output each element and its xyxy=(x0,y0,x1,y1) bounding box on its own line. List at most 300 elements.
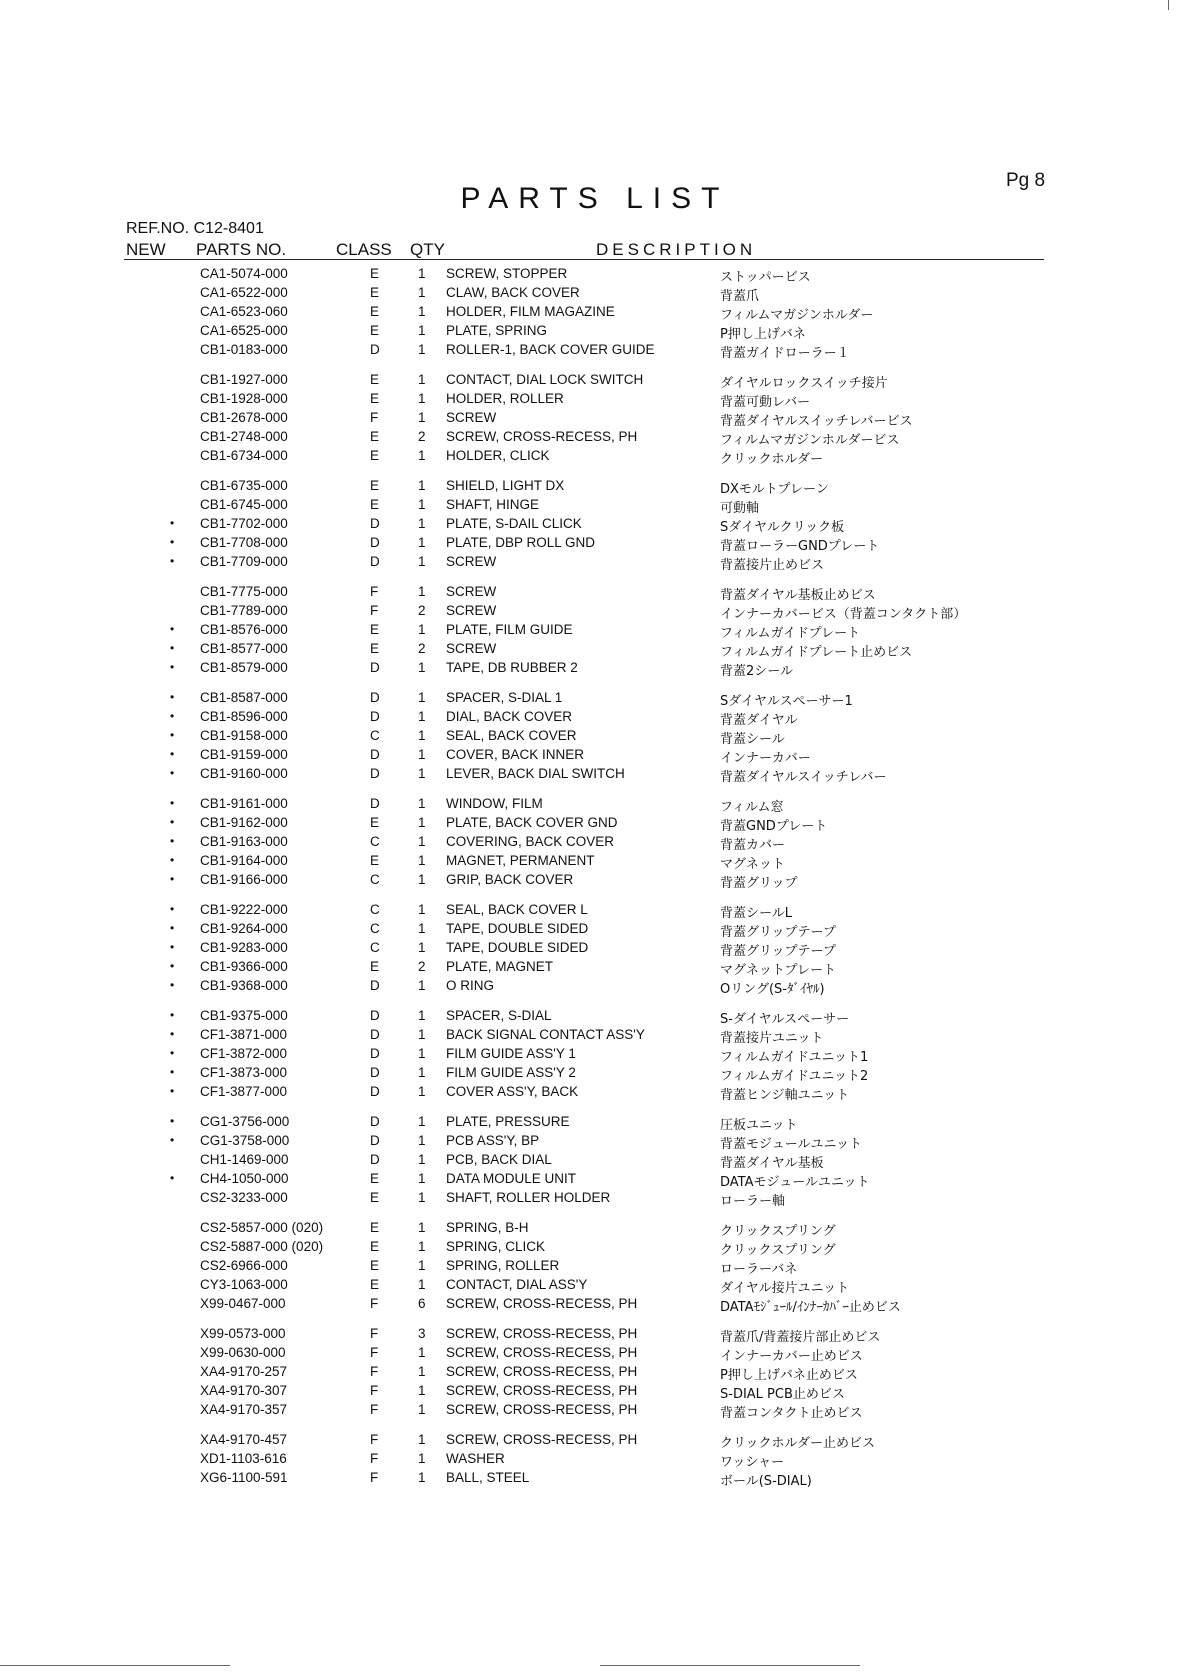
part-description: SEAL, BACK COVER xyxy=(446,728,577,743)
part-number: CB1-9164-000 xyxy=(200,853,288,868)
new-mark: • xyxy=(170,1027,175,1041)
part-description-jp: フィルム窓 xyxy=(720,800,784,815)
part-description: SPRING, B-H xyxy=(446,1220,529,1235)
part-number: CB1-8587-000 xyxy=(200,690,288,705)
part-number: CB1-6735-000 xyxy=(200,478,288,493)
part-number: CH4-1050-000 xyxy=(200,1171,289,1186)
part-qty: 1 xyxy=(418,1383,426,1398)
part-class: F xyxy=(370,1470,379,1485)
part-number: CB1-9166-000 xyxy=(200,872,288,887)
table-row xyxy=(0,533,1178,552)
part-description: GRIP, BACK COVER xyxy=(446,872,574,887)
part-number: CS2-3233-000 xyxy=(200,1190,288,1205)
part-description-jp: 背蓋ローラーGNDプレート xyxy=(720,539,880,554)
part-number: CA1-6522-000 xyxy=(200,285,288,300)
part-description-jp: フィルムガイドユニット2 xyxy=(720,1069,869,1084)
table-row xyxy=(0,813,1178,832)
table-row xyxy=(0,1275,1178,1294)
table-row xyxy=(0,1381,1178,1400)
new-mark: • xyxy=(170,641,175,655)
part-class: D xyxy=(370,1065,380,1080)
part-description: SCREW xyxy=(446,410,497,425)
part-class: F xyxy=(370,1364,379,1379)
part-description: SCREW xyxy=(446,603,497,618)
part-description-jp: フィルムガイドユニット1 xyxy=(720,1050,869,1065)
parts-group xyxy=(0,264,1178,359)
part-number: CB1-0183-000 xyxy=(200,342,288,357)
part-description: PLATE, S-DAIL CLICK xyxy=(446,516,582,531)
part-class: C xyxy=(370,940,380,955)
table-row xyxy=(0,794,1178,813)
part-class: C xyxy=(370,902,380,917)
table-row xyxy=(0,1025,1178,1044)
part-qty: 1 xyxy=(418,1345,426,1360)
table-row xyxy=(0,688,1178,707)
part-number: X99-0573-000 xyxy=(200,1326,286,1341)
part-class: D xyxy=(370,978,380,993)
part-number: CB1-6734-000 xyxy=(200,448,288,463)
part-description: SCREW xyxy=(446,641,497,656)
part-description-jp: 背蓋シール xyxy=(720,732,785,747)
part-qty: 1 xyxy=(418,1451,426,1466)
part-qty: 1 xyxy=(418,554,426,569)
new-mark: • xyxy=(170,978,175,992)
part-qty: 1 xyxy=(418,815,426,830)
part-number: CB1-9368-000 xyxy=(200,978,288,993)
part-qty: 1 xyxy=(418,1046,426,1061)
parts-group xyxy=(0,1430,1178,1487)
part-class: C xyxy=(370,872,380,887)
part-description-jp: 背蓋コンタクト止めビス xyxy=(720,1406,863,1421)
part-class: E xyxy=(370,1277,380,1292)
table-row xyxy=(0,919,1178,938)
part-qty: 1 xyxy=(418,622,426,637)
part-class: F xyxy=(370,1402,379,1417)
header-description: DESCRIPTION xyxy=(596,240,757,259)
part-description-jp: P押し上げバネ xyxy=(720,327,806,342)
table-row xyxy=(0,1044,1178,1063)
part-description-jp: P押し上げバネ止めビス xyxy=(720,1368,858,1383)
table-row xyxy=(0,1324,1178,1343)
table-row xyxy=(0,900,1178,919)
part-number: CH1-1469-000 xyxy=(200,1152,289,1167)
part-description-jp: ローラー軸 xyxy=(720,1194,786,1209)
part-qty: 1 xyxy=(418,1114,426,1129)
parts-group xyxy=(0,688,1178,783)
part-class: D xyxy=(370,690,380,705)
part-description-jp: 背蓋ガイドローラー１ xyxy=(720,346,850,361)
table-row xyxy=(0,976,1178,995)
new-mark: • xyxy=(170,1008,175,1022)
table-row xyxy=(0,427,1178,446)
part-class: D xyxy=(370,796,380,811)
part-qty: 2 xyxy=(418,603,426,618)
part-qty: 1 xyxy=(418,978,426,993)
part-class: F xyxy=(370,584,379,599)
part-number: CS2-5887-000 (020) xyxy=(200,1239,324,1254)
part-description: SCREW xyxy=(446,554,497,569)
part-number: XA4-9170-307 xyxy=(200,1383,288,1398)
table-row xyxy=(0,658,1178,677)
part-qty: 1 xyxy=(418,584,426,599)
table-row xyxy=(0,446,1178,465)
part-class: D xyxy=(370,516,380,531)
part-class: E xyxy=(370,853,380,868)
part-description-jp: クリックホルダー止めビス xyxy=(720,1436,875,1451)
part-description-jp: フィルムガイドプレート xyxy=(720,626,861,641)
table-row xyxy=(0,620,1178,639)
table-row xyxy=(0,1131,1178,1150)
part-number: CB1-9222-000 xyxy=(200,902,288,917)
part-description-jp: 背蓋GNDプレート xyxy=(720,819,828,834)
part-class: D xyxy=(370,1027,380,1042)
part-number: CB1-7702-000 xyxy=(200,516,288,531)
part-qty: 1 xyxy=(418,448,426,463)
part-description: SCREW xyxy=(446,584,497,599)
part-description-jp: 背蓋2シール xyxy=(720,664,794,679)
part-number: XA4-9170-357 xyxy=(200,1402,288,1417)
part-qty: 1 xyxy=(418,1432,426,1447)
table-row xyxy=(0,1150,1178,1169)
part-class: D xyxy=(370,747,380,762)
part-description: CLAW, BACK COVER xyxy=(446,285,580,300)
part-number: XA4-9170-257 xyxy=(200,1364,288,1379)
part-class: F xyxy=(370,1383,379,1398)
part-qty: 2 xyxy=(418,641,426,656)
new-mark: • xyxy=(170,1046,175,1060)
part-qty: 1 xyxy=(418,872,426,887)
part-description: PCB, BACK DIAL xyxy=(446,1152,552,1167)
table-row xyxy=(0,601,1178,620)
part-qty: 1 xyxy=(418,1008,426,1023)
table-row xyxy=(0,1006,1178,1025)
part-number: CB1-8579-000 xyxy=(200,660,288,675)
new-mark: • xyxy=(170,902,175,916)
parts-group xyxy=(0,794,1178,889)
part-number: CA1-6523-060 xyxy=(200,304,288,319)
part-description-jp: マグネット xyxy=(720,857,785,872)
part-description: SEAL, BACK COVER L xyxy=(446,902,588,917)
part-description: BALL, STEEL xyxy=(446,1470,530,1485)
part-description-jp: クリックスプリング xyxy=(720,1243,836,1258)
part-number: CG1-3756-000 xyxy=(200,1114,290,1129)
part-description: SPACER, S-DIAL 1 xyxy=(446,690,563,705)
part-qty: 1 xyxy=(418,285,426,300)
part-qty: 1 xyxy=(418,853,426,868)
part-number: CA1-6525-000 xyxy=(200,323,288,338)
part-description: CONTACT, DIAL LOCK SWITCH xyxy=(446,372,644,387)
table-row xyxy=(0,582,1178,601)
table-row xyxy=(0,851,1178,870)
part-qty: 1 xyxy=(418,1065,426,1080)
part-description: SCREW, CROSS-RECESS, PH xyxy=(446,1383,638,1398)
scan-edge-line xyxy=(600,1665,860,1666)
part-class: D xyxy=(370,1133,380,1148)
new-mark: • xyxy=(170,622,175,636)
part-class: E xyxy=(370,372,380,387)
part-qty: 1 xyxy=(418,266,426,281)
part-description-jp: 背蓋グリップ xyxy=(720,876,798,891)
part-number: CB1-8576-000 xyxy=(200,622,288,637)
part-description-jp: ローラーバネ xyxy=(720,1262,798,1277)
part-description-jp: フィルムガイドプレート止めビス xyxy=(720,645,913,660)
part-description-jp: 背蓋モジュールユニット xyxy=(720,1137,862,1152)
part-qty: 1 xyxy=(418,1152,426,1167)
part-description: HOLDER, ROLLER xyxy=(446,391,564,406)
part-description: SCREW, CROSS-RECESS, PH xyxy=(446,1432,638,1447)
part-description-jp: 背蓋ダイヤルスイッチレバー xyxy=(720,770,887,785)
part-number: CB1-9161-000 xyxy=(200,796,288,811)
part-qty: 1 xyxy=(418,1133,426,1148)
part-qty: 1 xyxy=(418,1027,426,1042)
part-class: C xyxy=(370,728,380,743)
part-description: SPRING, CLICK xyxy=(446,1239,546,1254)
part-description-jp: 背蓋シールL xyxy=(720,906,792,921)
parts-group xyxy=(0,1324,1178,1419)
part-number: CB1-7708-000 xyxy=(200,535,288,550)
part-qty: 1 xyxy=(418,834,426,849)
part-qty: 1 xyxy=(418,1258,426,1273)
parts-group xyxy=(0,1006,1178,1101)
part-description: SCREW, CROSS-RECESS, PH xyxy=(446,1296,638,1311)
new-mark: • xyxy=(170,766,175,780)
part-description: CONTACT, DIAL ASS'Y xyxy=(446,1277,588,1292)
part-number: CB1-1927-000 xyxy=(200,372,288,387)
parts-group xyxy=(0,370,1178,465)
part-description-jp: インナーカバー止めビス xyxy=(720,1349,863,1364)
part-class: E xyxy=(370,266,380,281)
part-qty: 3 xyxy=(418,1326,426,1341)
header-new: NEW xyxy=(126,240,166,259)
part-description: SCREW, CROSS-RECESS, PH xyxy=(446,429,638,444)
table-row xyxy=(0,1237,1178,1256)
new-mark: • xyxy=(170,872,175,886)
part-qty: 1 xyxy=(418,902,426,917)
parts-group xyxy=(0,582,1178,677)
reference-number: REF.NO. C12-8401 xyxy=(126,220,264,237)
part-description: COVER, BACK INNER xyxy=(446,747,585,762)
new-mark: • xyxy=(170,796,175,810)
new-mark: • xyxy=(170,660,175,674)
part-class: F xyxy=(370,1326,379,1341)
part-number: CB1-9366-000 xyxy=(200,959,288,974)
part-qty: 1 xyxy=(418,921,426,936)
table-row xyxy=(0,321,1178,340)
part-description-jp: フィルムマガジンホルダービス xyxy=(720,433,900,448)
table-row xyxy=(0,1188,1178,1207)
part-class: E xyxy=(370,323,380,338)
part-number: CB1-9283-000 xyxy=(200,940,288,955)
part-number: CB1-9264-000 xyxy=(200,921,288,936)
part-description: ROLLER-1, BACK COVER GUIDE xyxy=(446,342,655,357)
table-row xyxy=(0,1468,1178,1487)
page-title: PARTS LIST xyxy=(460,182,730,215)
part-class: E xyxy=(370,1258,380,1273)
table-row xyxy=(0,1430,1178,1449)
new-mark: • xyxy=(170,959,175,973)
part-class: C xyxy=(370,834,380,849)
table-row xyxy=(0,832,1178,851)
table-row xyxy=(0,283,1178,302)
part-description-jp: Sダイヤルクリック板 xyxy=(720,520,845,535)
part-description: SPACER, S-DIAL xyxy=(446,1008,552,1023)
part-number: X99-0467-000 xyxy=(200,1296,286,1311)
parts-group xyxy=(0,900,1178,995)
part-description: PLATE, FILM GUIDE xyxy=(446,622,573,637)
part-description-jp: 背蓋ダイヤル基板 xyxy=(720,1156,824,1171)
table-row xyxy=(0,495,1178,514)
part-qty: 1 xyxy=(418,342,426,357)
table-row xyxy=(0,1256,1178,1275)
part-description: COVERING, BACK COVER xyxy=(446,834,615,849)
part-class: D xyxy=(370,342,380,357)
part-class: E xyxy=(370,478,380,493)
part-number: CF1-3871-000 xyxy=(200,1027,288,1042)
part-class: D xyxy=(370,1084,380,1099)
header-qty: QTY xyxy=(410,240,445,259)
part-description: WASHER xyxy=(446,1451,505,1466)
part-description: O RING xyxy=(446,978,495,993)
part-number: CS2-5857-000 (020) xyxy=(200,1220,324,1235)
part-number: CB1-7709-000 xyxy=(200,554,288,569)
part-description-jp: フィルムマガジンホルダー xyxy=(720,308,874,323)
part-class: F xyxy=(370,1296,379,1311)
part-description-jp: S-DIAL PCB止めビス xyxy=(720,1387,845,1402)
table-row xyxy=(0,476,1178,495)
new-mark: • xyxy=(170,554,175,568)
part-qty: 1 xyxy=(418,766,426,781)
part-class: E xyxy=(370,429,380,444)
part-class: F xyxy=(370,410,379,425)
table-row xyxy=(0,1112,1178,1131)
part-description: COVER ASS'Y, BACK xyxy=(446,1084,579,1099)
part-class: D xyxy=(370,1008,380,1023)
part-description: SCREW, CROSS-RECESS, PH xyxy=(446,1326,638,1341)
part-description: FILM GUIDE ASS'Y 2 xyxy=(446,1065,576,1080)
table-row xyxy=(0,264,1178,283)
part-class: D xyxy=(370,554,380,569)
part-qty: 1 xyxy=(418,940,426,955)
parts-table xyxy=(0,264,1178,1498)
part-qty: 1 xyxy=(418,323,426,338)
part-description-jp: DATAモジュールユニット xyxy=(720,1175,870,1190)
part-qty: 1 xyxy=(418,304,426,319)
table-row xyxy=(0,726,1178,745)
part-qty: 1 xyxy=(418,1171,426,1186)
part-description-jp: ストッパービス xyxy=(720,270,811,285)
part-description-jp: S-ダイヤルスペーサー xyxy=(720,1012,850,1027)
table-row xyxy=(0,1294,1178,1313)
part-description-jp: DATAﾓｼﾞｭｰﾙ/ｲﾝﾅｰｶﾊﾞｰ止めビス xyxy=(720,1300,901,1315)
part-class: E xyxy=(370,1220,380,1235)
part-description-jp: DXモルトプレーン xyxy=(720,482,829,497)
part-number: CF1-3873-000 xyxy=(200,1065,288,1080)
part-description: SPRING, ROLLER xyxy=(446,1258,560,1273)
part-description-jp: Sダイヤルスペーサー1 xyxy=(720,694,853,709)
new-mark: • xyxy=(170,1084,175,1098)
new-mark: • xyxy=(170,853,175,867)
part-number: CG1-3758-000 xyxy=(200,1133,290,1148)
part-number: XA4-9170-457 xyxy=(200,1432,288,1447)
table-row xyxy=(0,552,1178,571)
part-description-jp: ダイヤルロックスイッチ接片 xyxy=(720,376,888,391)
part-qty: 1 xyxy=(418,1402,426,1417)
part-qty: 1 xyxy=(418,478,426,493)
part-description: SCREW, CROSS-RECESS, PH xyxy=(446,1402,638,1417)
new-mark: • xyxy=(170,940,175,954)
part-description-jp: クリックホルダー xyxy=(720,452,823,467)
part-description-jp: 背蓋接片止めビス xyxy=(720,558,825,573)
table-row xyxy=(0,1063,1178,1082)
table-row xyxy=(0,514,1178,533)
part-description: PLATE, SPRING xyxy=(446,323,548,338)
new-mark: • xyxy=(170,1114,175,1128)
new-mark: • xyxy=(170,1171,175,1185)
header-rule xyxy=(124,259,1044,260)
page-number: Pg 8 xyxy=(1006,170,1046,191)
part-description: TAPE, DOUBLE SIDED xyxy=(446,921,589,936)
table-row xyxy=(0,1362,1178,1381)
part-class: E xyxy=(370,622,380,637)
parts-group xyxy=(0,1112,1178,1207)
part-description: LEVER, BACK DIAL SWITCH xyxy=(446,766,625,781)
part-description: SCREW, CROSS-RECESS, PH xyxy=(446,1345,638,1360)
table-row xyxy=(0,870,1178,889)
table-row xyxy=(0,764,1178,783)
part-class: D xyxy=(370,1046,380,1061)
part-qty: 2 xyxy=(418,429,426,444)
part-qty: 1 xyxy=(418,497,426,512)
part-number: CB1-1928-000 xyxy=(200,391,288,406)
part-description: WINDOW, FILM xyxy=(446,796,543,811)
part-qty: 1 xyxy=(418,535,426,550)
part-qty: 1 xyxy=(418,660,426,675)
part-class: D xyxy=(370,766,380,781)
table-row xyxy=(0,1343,1178,1362)
part-number: CB1-9162-000 xyxy=(200,815,288,830)
part-class: D xyxy=(370,1152,380,1167)
part-qty: 1 xyxy=(418,410,426,425)
part-description-jp: 背蓋爪/背蓋接片部止めビス xyxy=(720,1330,881,1345)
part-number: CS2-6966-000 xyxy=(200,1258,288,1273)
part-description-jp: ワッシャー xyxy=(720,1455,785,1470)
part-description: SCREW, CROSS-RECESS, PH xyxy=(446,1364,638,1379)
part-description: PCB ASS'Y, BP xyxy=(446,1133,540,1148)
part-qty: 6 xyxy=(418,1296,426,1311)
table-row xyxy=(0,370,1178,389)
table-row xyxy=(0,745,1178,764)
part-description: HOLDER, CLICK xyxy=(446,448,550,463)
part-qty: 1 xyxy=(418,796,426,811)
header-class: CLASS xyxy=(336,240,392,259)
part-description: PLATE, BACK COVER GND xyxy=(446,815,618,830)
part-description-jp: マグネットプレート xyxy=(720,963,836,978)
part-description-jp: インナーカバー xyxy=(720,751,811,766)
new-mark: • xyxy=(170,834,175,848)
part-description-jp: 背蓋グリップテープ xyxy=(720,944,836,959)
new-mark: • xyxy=(170,1133,175,1147)
part-class: E xyxy=(370,1171,380,1186)
part-description: DATA MODULE UNIT xyxy=(446,1171,577,1186)
part-class: E xyxy=(370,497,380,512)
new-mark: • xyxy=(170,516,175,530)
part-number: XD1-1103-616 xyxy=(200,1451,287,1466)
new-mark: • xyxy=(170,709,175,723)
part-description: SHAFT, ROLLER HOLDER xyxy=(446,1190,611,1205)
part-description-jp: ダイヤル接片ユニット xyxy=(720,1281,850,1296)
new-mark: • xyxy=(170,1065,175,1079)
scan-corner-mark xyxy=(1168,0,1169,10)
